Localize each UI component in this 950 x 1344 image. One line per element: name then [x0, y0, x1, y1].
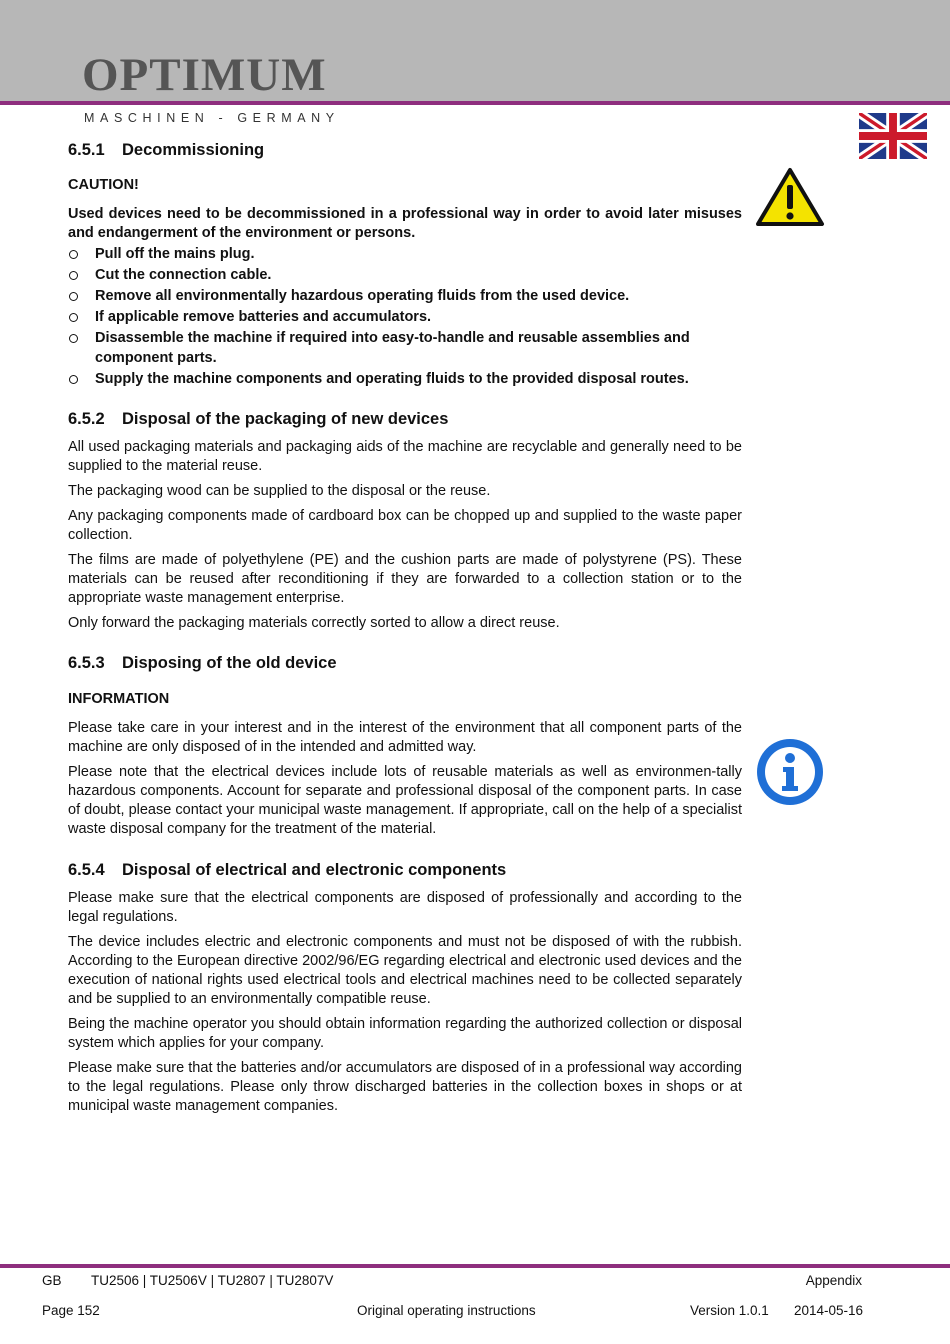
section-heading-6-5-1: 6.5.1 Decommissioning — [68, 141, 265, 159]
information-label: INFORMATION — [68, 691, 170, 707]
footer-language: GB — [42, 1273, 62, 1288]
footer-models: TU2506 | TU2506V | TU2807 | TU2807V — [91, 1273, 334, 1288]
brand-logo: OPTIMUM — [82, 49, 327, 101]
paragraph: Please note that the electrical devices include lots of reusable materials as well as environmen-tally hazardous components. Account for separate and professional disposal of the component parts. In case of doubt, please contact your municipal waste management. If appropriate, call on the help of a specialist waste disposal company for the treatment of the material. — [68, 764, 742, 837]
section-heading-6-5-4: 6.5.4 Disposal of electrical and electronic components — [68, 861, 507, 879]
paragraph: The device includes electric and electronic components and must not be disposed of with the rubbish. According to the European directive 2002/96/EG regarding electrical and electronic used devices and the execution of national rights used electrical tools and electrical machines need to be collected separately and be supplied to an environmentally compatible reuse. — [68, 934, 742, 1007]
paragraph: Being the machine operator you should obtain information regarding the authorized collection or disposal system which applies for your company. — [68, 1016, 742, 1051]
paragraph: The films are made of polyethylene (PE) and the cushion parts are made of polystyrene (PS). These materials can be reused after reconditioning if they are forwarded to a collection station or to the appropriate waste management enterprise. — [68, 552, 742, 606]
caution-text: Used devices need to be decommissioned in a professional way in order to avoid later misuses and endangerment of the environment or persons. — [68, 206, 742, 241]
paragraph: Please take care in your interest and in the interest of the environment that all component parts of the machine are only disposed of in the intended and admitted way. — [68, 720, 742, 755]
uk-flag-icon — [859, 113, 927, 159]
footer-version: Version 1.0.1 — [690, 1303, 769, 1318]
header-rule — [0, 101, 950, 105]
footer-document-type: Original operating instructions — [357, 1303, 536, 1318]
list-item: Remove all environmentally hazardous operating fluids from the used device. — [68, 287, 742, 307]
decommissioning-steps — [68, 245, 742, 389]
list-item: Supply the machine components and operating fluids to the provided disposal routes. — [68, 370, 742, 390]
section-heading-6-5-3: 6.5.3 Disposing of the old device — [68, 654, 337, 672]
list-item: Cut the connection cable. — [68, 266, 742, 286]
paragraph: Please make sure that the electrical components are disposed of professionally and according to the legal regulations. — [68, 890, 742, 925]
paragraph: The packaging wood can be supplied to the disposal or the reuse. — [68, 483, 491, 499]
warning-triangle-icon — [755, 167, 825, 227]
footer-rule — [0, 1264, 950, 1268]
paragraph: Any packaging components made of cardboard box can be chopped up and supplied to the waste paper collection. — [68, 508, 742, 543]
footer-chapter: Appendix — [805, 1273, 862, 1288]
section-heading-6-5-2: 6.5.2 Disposal of the packaging of new devices — [68, 410, 449, 428]
paragraph: All used packaging materials and packaging aids of the machine are recyclable and generally need to be supplied to the material reuse. — [68, 439, 742, 474]
information-icon — [756, 738, 824, 806]
main-content — [68, 140, 742, 1116]
list-item: Pull off the mains plug. — [68, 245, 742, 265]
footer-page-number: Page 152 — [42, 1303, 100, 1318]
list-item: If applicable remove batteries and accumulators. — [68, 308, 742, 328]
caution-label: CAUTION! — [68, 177, 139, 193]
list-item: Disassemble the machine if required into easy-to-handle and reusable assemblies and component parts. — [68, 329, 742, 368]
paragraph: Only forward the packaging materials correctly sorted to allow a direct reuse. — [68, 615, 560, 631]
brand-tagline: MASCHINEN - GERMANY — [84, 111, 340, 125]
paragraph: Please make sure that the batteries and/or accumulators are disposed of in a professional way according to the legal regulations. Please only throw discharged batteries in the collection boxes in shops or at municipal waste management companies. — [68, 1060, 742, 1114]
footer-date: 2014-05-16 — [793, 1303, 863, 1318]
